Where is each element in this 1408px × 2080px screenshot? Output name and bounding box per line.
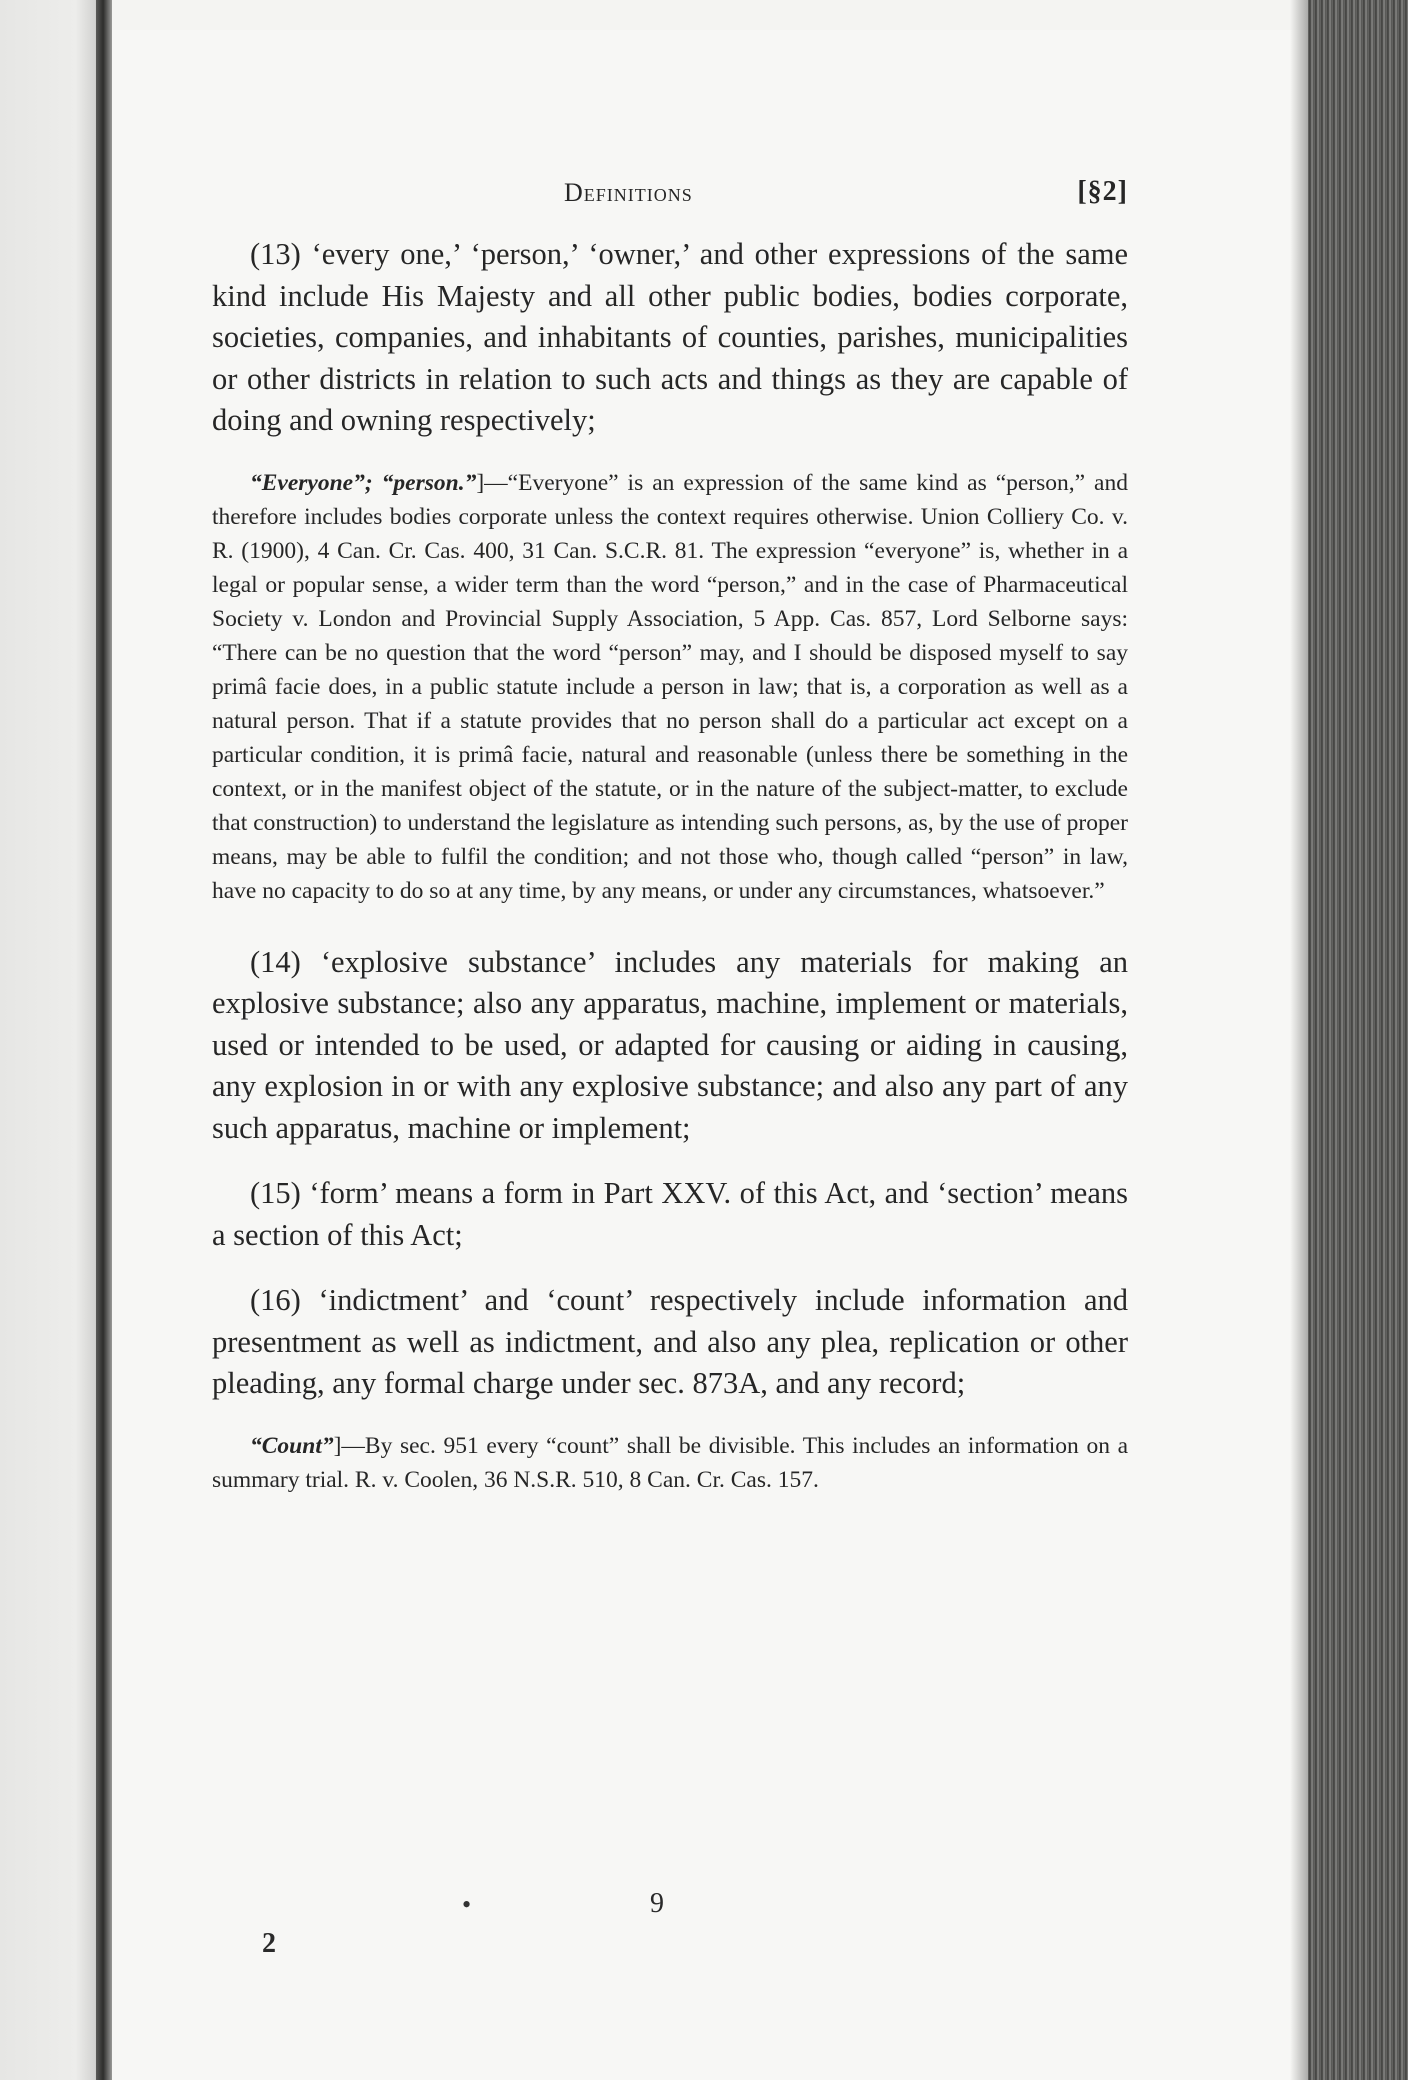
clause-14: (14) ‘explosive substance’ includes any materials for making an explosive substance; also any apparatus, machine, implement or materials, used or intended to be used, or adapted for causing or aiding in causing, any explosion in or with any explosive substance; and also any part of any such apparatus, machine or implement; — [212, 944, 1128, 1145]
clause-15: (15) ‘form’ means a form in Part XXV. of this Act, and ‘section’ means a section of this Act; — [212, 1176, 1128, 1252]
clause-13: (13) ‘every one,’ ‘person,’ ‘owner,’ and other expressions of the same kind include His Majesty and all other public bodies, bodies corporate, societies, companies, and inhabitants of counties, parishes, municipalities or other districts in relation to such acts and things as they are capable of doing and owning respectively; — [212, 237, 1128, 437]
running-head-section: [§2] — [1077, 176, 1128, 207]
page-number: 9 — [650, 1888, 664, 1919]
facing-page-edge — [0, 0, 108, 2080]
annotation-lead: “Everyone”; “person.” — [250, 469, 477, 496]
signature-mark: 2 — [262, 1928, 276, 1959]
annotation-count — [212, 1429, 1128, 1497]
book-gutter — [96, 0, 112, 2080]
page-text — [212, 170, 1128, 1531]
annotation-body: ]—“Everyone” is an expression of the same kind as “person,” and therefore includes bodies corporate unless the context requires otherwise. Union Colliery Co. v. R. (1900), 4 Can. Cr. Cas. 400, 31 Can. S.C.R. 81. The expression “everyone” is, whether in a legal or popular sense, a wider term than the word “person,” and in the case of Pharmaceutical Society v. London and Provincial Supply Association, 5 App. Cas. 857, Lord Selborne says: “There can be no question that the word “person” may, and I should be disposed myself to say primâ facie does, in a public statute include a person in law; that is, a corporation as well as a natural person. That if a statute provides that no person shall do a particular act except on a particular condition, it is primâ facie, natural and reasonable (unless there be something in the context, or in the manifest object of the statute, or in the nature of the subject-matter, to exclude that construction) to understand the legislature as intending such persons, as, by the use of proper means, may be able to fulfil the condition; and not those who, though called “person” in law, have no capacity to do so at any time, by any means, or under any circumstances, whatsoever.” — [212, 469, 1128, 904]
book-fore-edge — [1308, 0, 1408, 2080]
running-head — [212, 170, 1128, 214]
printer-dot: • — [462, 1890, 472, 1919]
running-head-title: Definitions — [564, 178, 693, 207]
annotation-lead: “Count” — [250, 1432, 334, 1459]
clause-16: (16) ‘indictment’ and ‘count’ respectively include information and presentment as well as indictment, and also any plea, replication or other pleading, any formal charge under sec. 873A, and any record; — [212, 1283, 1128, 1400]
annotation-body: ]—By sec. 951 every “count” shall be divisible. This includes an information on a summary trial. R. v. Coolen, 36 N.S.R. 510, 8 Can. Cr. Cas. 157. — [212, 1432, 1128, 1493]
annotation-everyone — [212, 466, 1128, 908]
